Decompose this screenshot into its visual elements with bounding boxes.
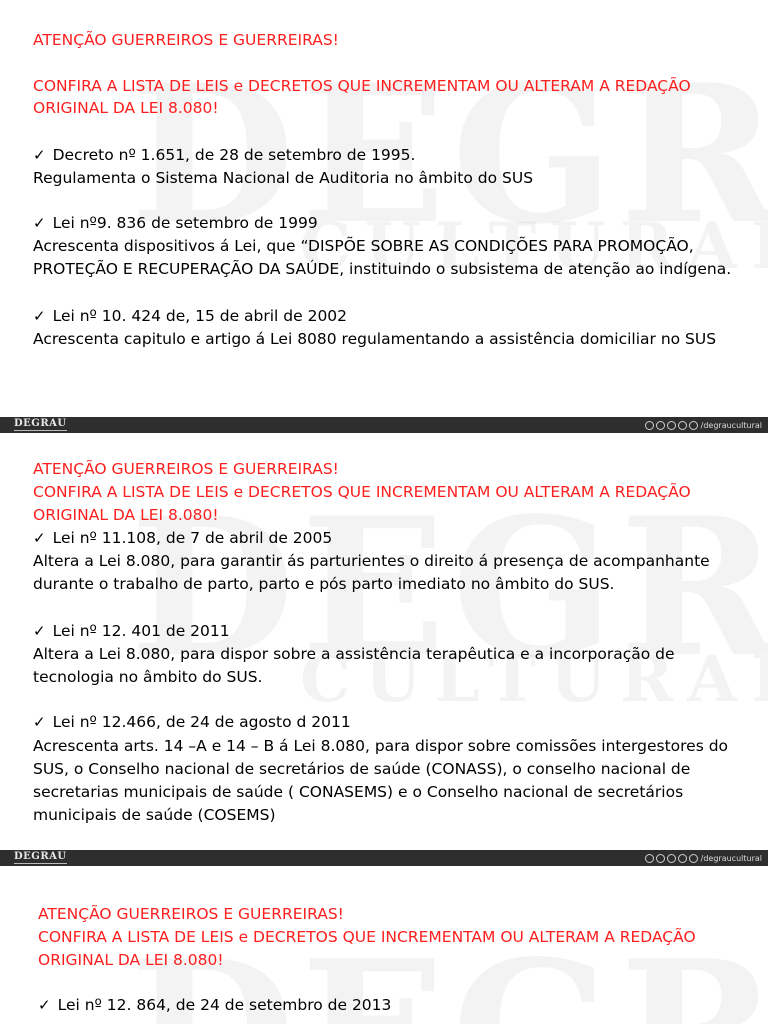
heading-list: CONFIRA A LISTA DE LEIS e DECRETOS QUE INCREMENTAM OU ALTERAM A REDAÇÃO [33,77,691,95]
heading-law: ORIGINAL DA LEI 8.080! [38,951,224,969]
check-icon: ✓ [33,713,46,731]
law-item-description: SUS, o Conselho nacional de secretários de saúde (CONASS), o conselho nacional de [33,760,691,778]
linkedin-icon [689,854,698,863]
law-item-title: ✓ Lei nº 12. 864, de 24 de setembro de 2013 [38,996,392,1014]
heading-list: CONFIRA A LISTA DE LEIS e DECRETOS QUE INCREMENTAM OU ALTERAM A REDAÇÃO [33,483,691,501]
law-item-title: ✓ Lei nº 10. 424 de, 15 de abril de 2002 [33,307,348,325]
law-item-description: municipais de saúde (COSEMS) [33,806,276,824]
law-item-description: PROTEÇÃO E RECUPERAÇÃO DA SAÚDE, instituindo o subsistema de atenção ao indígena. [33,260,732,278]
slide-footer [0,417,768,433]
footer-handle: /degraucultural [700,420,762,430]
youtube-icon [667,854,676,863]
footer-handle: /degraucultural [700,853,762,863]
law-item-description: tecnologia no âmbito do SUS. [33,668,263,686]
heading-alert: ATENÇÃO GUERREIROS E GUERREIRAS! [33,460,339,478]
social-links [643,854,762,863]
slide-1 [0,0,768,417]
facebook-icon [645,421,654,430]
law-item-description: Acrescenta capitulo e artigo á Lei 8080 regulamentando a assistência domiciliar no SUS [33,330,717,348]
heading-law: ORIGINAL DA LEI 8.080! [33,506,219,524]
heading-list: CONFIRA A LISTA DE LEIS e DECRETOS QUE INCREMENTAM OU ALTERAM A REDAÇÃO [38,928,696,946]
law-item-title: ✓ Decreto nº 1.651, de 28 de setembro de 1995. [33,146,416,164]
footer-logo: DEGRAU [14,851,67,862]
check-icon: ✓ [33,622,46,640]
check-icon: ✓ [33,307,46,325]
heading-law: ORIGINAL DA LEI 8.080! [33,99,219,117]
check-icon: ✓ [33,146,46,164]
law-item-description: Regulamenta o Sistema Nacional de Auditoria no âmbito do SUS [33,169,534,187]
law-item-title: ✓ Lei nº9. 836 de setembro de 1999 [33,214,318,232]
law-item-description: Acrescenta arts. 14 –A e 14 – B á Lei 8.080, para dispor sobre comissões intergestores do [33,737,729,755]
check-icon: ✓ [38,996,51,1014]
check-icon: ✓ [33,214,46,232]
law-item-title: ✓ Lei nº 11.108, de 7 de abril de 2005 [33,529,333,547]
law-item-description: Acrescenta dispositivos á Lei, que “DISPÕE SOBRE AS CONDIÇÕES PARA PROMOÇÃO, [33,237,694,255]
heading-alert: ATENÇÃO GUERREIROS E GUERREIRAS! [38,905,344,923]
law-item-description: secretarias municipais de saúde ( CONASEMS) e o Conselho nacional de secretários [33,783,684,801]
check-icon: ✓ [33,529,46,547]
twitter-icon [678,421,687,430]
heading-alert: ATENÇÃO GUERREIROS E GUERREIRAS! [33,31,339,49]
slide-footer [0,850,768,866]
footer-logo: DEGRAU [14,418,67,429]
linkedin-icon [689,421,698,430]
law-item-description: durante o trabalho de parto, parto e pós parto imediato no âmbito do SUS. [33,575,615,593]
slide-2 [0,433,768,850]
law-item-description: Altera a Lei 8.080, para dispor sobre a assistência terapêutica e a incorporação de [33,645,675,663]
social-links [643,421,762,430]
slide-3 [0,866,768,1024]
law-item-description: Altera a Lei 8.080, para garantir ás parturientes o direito á presença de acompanhante [33,552,710,570]
instagram-icon [656,854,665,863]
law-item-title: ✓ Lei nº 12.466, de 24 de agosto d 2011 [33,713,351,731]
youtube-icon [667,421,676,430]
twitter-icon [678,854,687,863]
law-item-title: ✓ Lei nº 12. 401 de 2011 [33,622,230,640]
facebook-icon [645,854,654,863]
instagram-icon [656,421,665,430]
